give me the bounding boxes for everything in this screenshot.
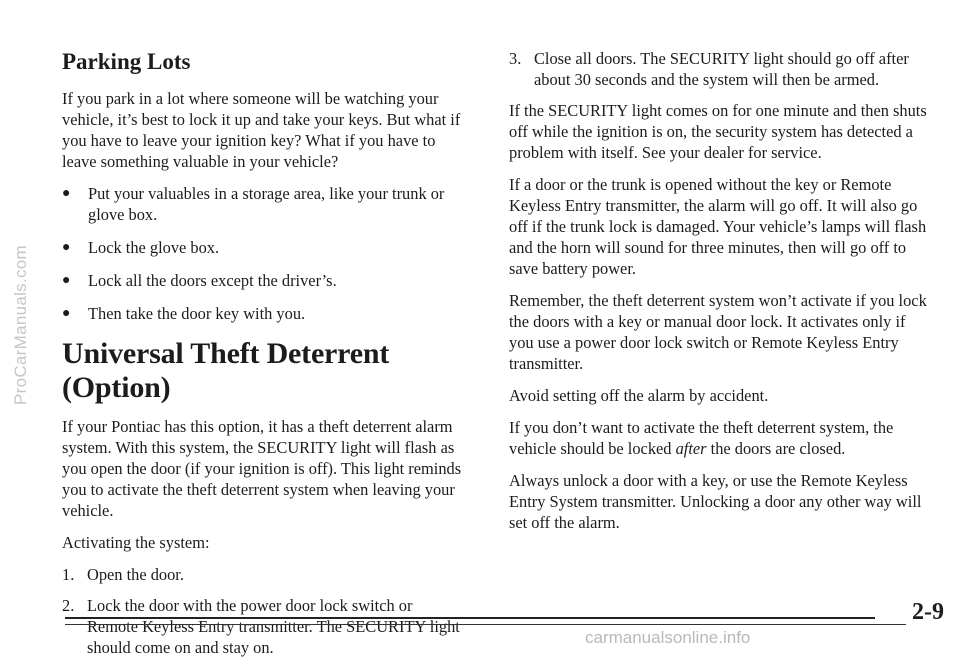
footer-rule-thick <box>65 617 875 619</box>
lock-after-emphasis: after <box>675 439 707 458</box>
lock-after-text-start: If you don’t want to activate the theft deterrent system, the vehicle should be locked <box>509 418 894 458</box>
side-watermark <box>4 0 38 649</box>
parking-intro: If you park in a lot where someone will be watching your vehicle, it’s best to lock it up and take your keys. But what if you have to leave your ignition key? What if you have to leave something valuable in your vehicle? <box>62 89 461 171</box>
activating-label: Activating the system: <box>62 533 210 552</box>
unlock-paragraph: Always unlock a door with a key, or use the Remote Keyless Entry System transmitter. Unlocking a door any other way will set off the alarm. <box>509 471 922 532</box>
bullet-icon: ● <box>62 306 71 321</box>
step-number: 1. <box>62 565 75 584</box>
bullet-text: Lock all the doors except the driver’s. <box>88 271 337 290</box>
left-column <box>62 48 462 668</box>
bullet-text: Then take the door key with you. <box>88 304 306 323</box>
step-number: 2. <box>62 596 75 615</box>
bullet-text: Lock the glove box. <box>88 238 220 257</box>
alarm-trigger-paragraph: If a door or the trunk is opened without the key or Remote Keyless Entry transmitter, the alarm will go off. It will also go off if the trunk lock is damaged. Your vehicle’s lamps will flash and the horn will sound for three minutes, then will go off to save battery power. <box>509 175 927 278</box>
step-item <box>509 48 933 90</box>
step-text: Close all doors. The SECURITY light should go off after about 30 seconds and the system will then be armed. <box>534 49 909 89</box>
right-column <box>509 48 933 544</box>
watermark-text: ProCarManuals.com <box>11 244 31 405</box>
avoid-alarm-paragraph: Avoid setting off the alarm by accident. <box>509 386 769 405</box>
bullet-item <box>62 183 462 225</box>
step-item <box>62 564 462 585</box>
activation-note-paragraph: Remember, the theft deterrent system won’t activate if you lock the doors with a key or manual door lock. It activates only if you use a power door lock switch or Remote Keyless Entry transmitter. <box>509 291 927 373</box>
bullet-item <box>62 270 462 291</box>
step-number: 3. <box>509 49 522 68</box>
step-text: Open the door. <box>87 565 184 584</box>
heading-parking-lots: Parking Lots <box>62 49 191 74</box>
bullet-item <box>62 237 462 258</box>
footer-watermark: carmanualsonline.info <box>585 628 751 647</box>
bullet-icon: ● <box>62 273 71 288</box>
page-number: 2-9 <box>906 599 944 626</box>
heading-universal-theft-deterrent: Universal Theft Deterrent (Option) <box>62 337 390 404</box>
security-light-paragraph: If the SECURITY light comes on for one minute and then shuts off while the ignition is on, the security system has detected a problem with itself. See your dealer for service. <box>509 101 927 162</box>
bullet-icon: ● <box>62 240 71 255</box>
bullet-icon: ● <box>62 186 71 201</box>
theft-deterrent-intro: If your Pontiac has this option, it has a theft deterrent alarm system. With this system, the SECURITY light will flash as you open the door (if your ignition is off). This light reminds you to activate the theft deterrent system when leaving your vehicle. <box>62 417 462 520</box>
bullet-item <box>62 303 462 324</box>
lock-after-paragraph <box>509 417 933 459</box>
footer-rule-thin <box>65 624 935 625</box>
step-text: Lock the door with the power door lock switch or Remote Keyless Entry transmitter. The SECURITY light should come on and stay on. <box>87 596 460 657</box>
lock-after-text-end: the doors are closed. <box>706 439 846 458</box>
bullet-text: Put your valuables in a storage area, like your trunk or glove box. <box>88 184 445 224</box>
